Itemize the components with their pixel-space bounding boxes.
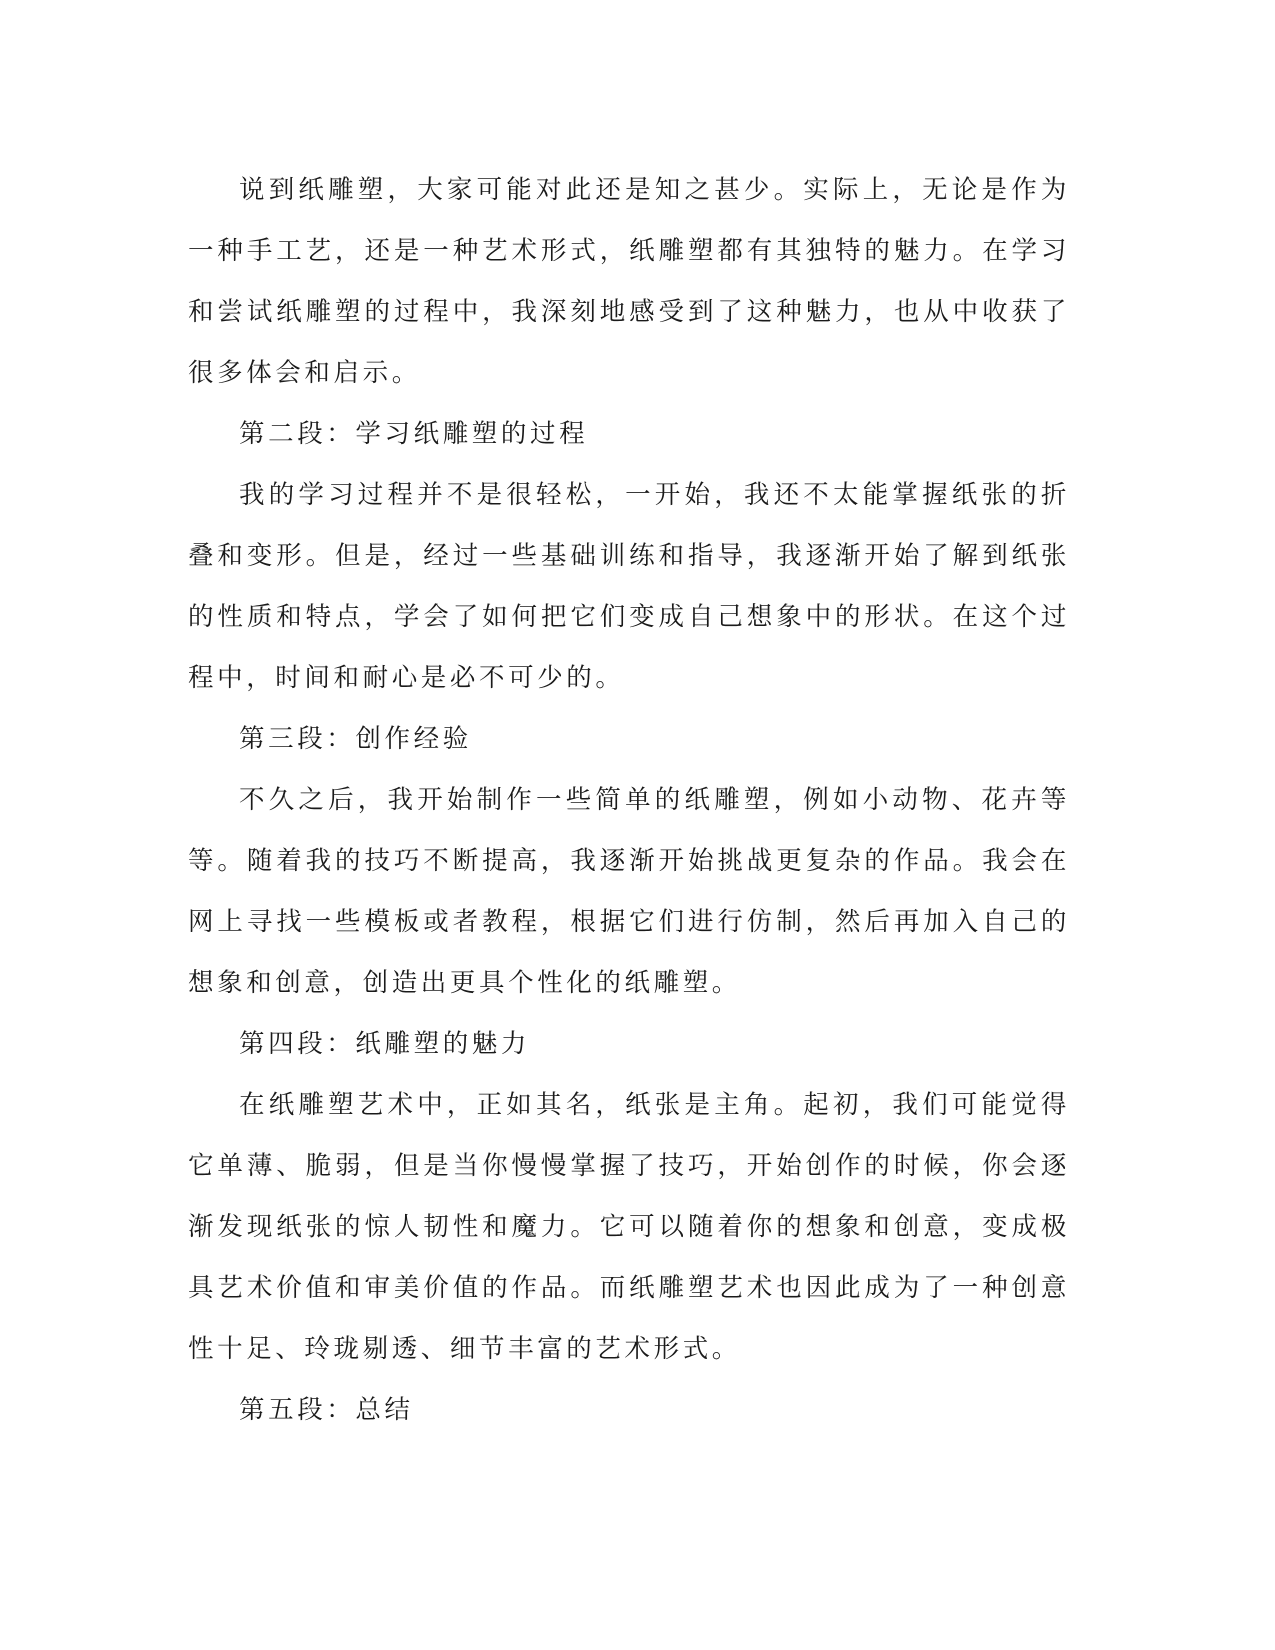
paragraph-learning-process: 我的学习过程并不是很轻松，一开始，我还不太能掌握纸张的折叠和变形。但是，经过一些基础训练和指导，我逐渐开始了解到纸张的性质和特点，学会了如何把它们变成自己想象中的形状。在这个过程中，时间和耐心是必不可少的。 [188,480,1070,693]
paragraph-intro: 说到纸雕塑，大家可能对此还是知之甚少。实际上，无论是作为一种手工艺，还是一种艺术形式，纸雕塑都有其独特的魅力。在学习和尝试纸雕塑的过程中，我深刻地感受到了这种魅力，也从中收获了很多体会和启示。 [188,175,1070,388]
paragraph-charm: 在纸雕塑艺术中，正如其名，纸张是主角。起初，我们可能觉得它单薄、脆弱，但是当你慢慢掌握了技巧，开始创作的时候，你会逐渐发现纸张的惊人韧性和魔力。它可以随着你的想象和创意，变成极具艺术价值和审美价值的作品。而纸雕塑艺术也因此成为了一种创意性十足、玲珑剔透、细节丰富的艺术形式。 [188,1090,1070,1364]
section-heading-3: 第三段：创作经验 [239,724,472,754]
section-heading-2: 第二段：学习纸雕塑的过程 [239,419,589,449]
section-heading-4: 第四段：纸雕塑的魅力 [239,1029,531,1059]
document-body [188,160,1070,1441]
section-heading-5: 第五段：总结 [239,1395,414,1425]
paragraph-creation-experience: 不久之后，我开始制作一些简单的纸雕塑，例如小动物、花卉等等。随着我的技巧不断提高，我逐渐开始挑战更复杂的作品。我会在网上寻找一些模板或者教程，根据它们进行仿制，然后再加入自己的想象和创意，创造出更具个性化的纸雕塑。 [188,785,1070,998]
